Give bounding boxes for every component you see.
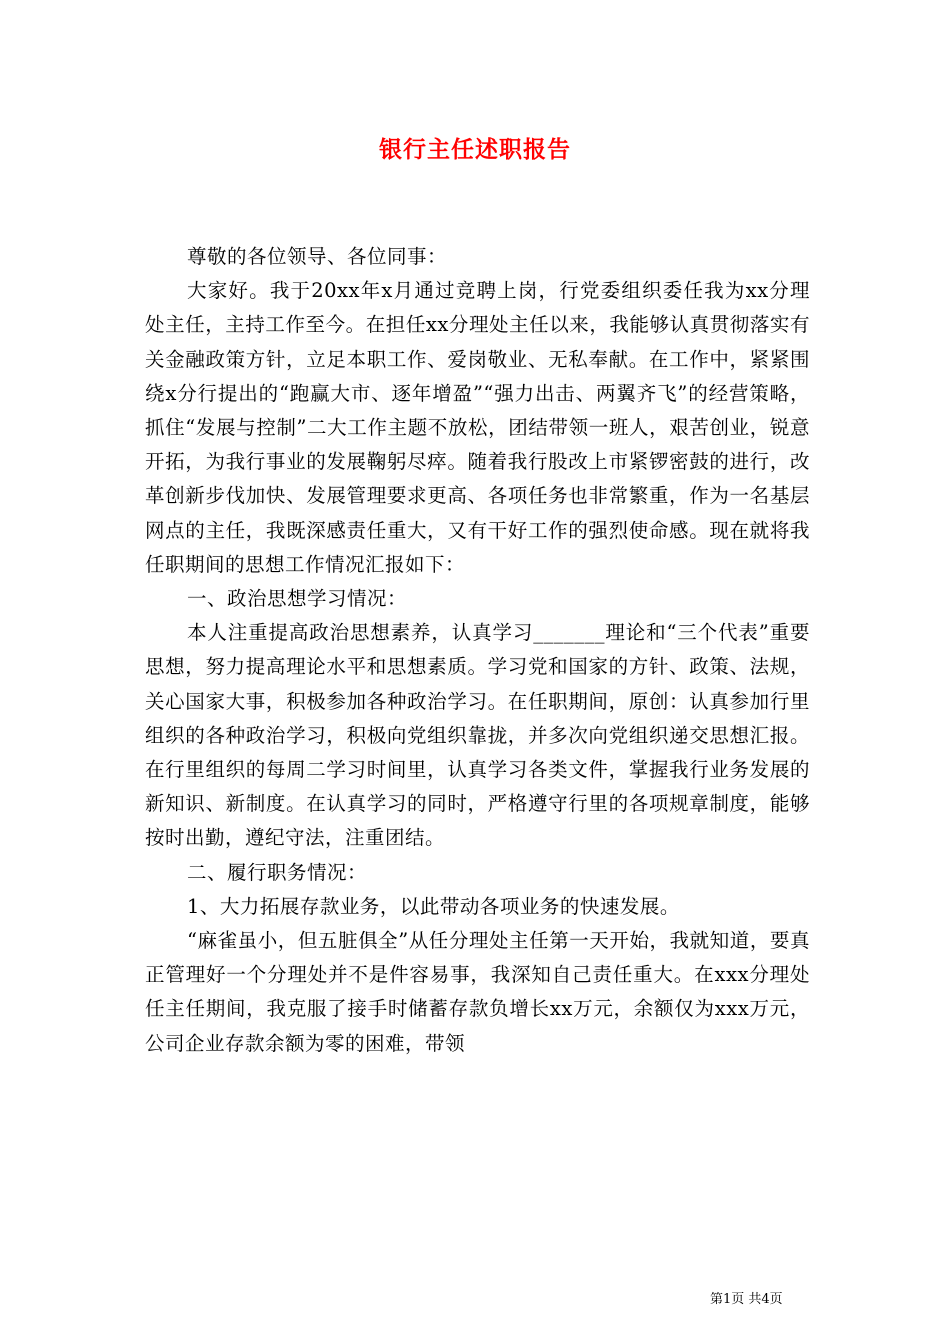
paragraph-political: 本人注重提高政治思想素养，认真学习_______理论和“三个代表”重要思想，努力提高理论水平和思想素质。学习党和国家的方针、政策、法规，关心国家大事，积极参加各种政治学习。在任职期间，原创：认真参加行里组织的各种政治学习，积极向党组织靠拢，并多次向党组织递交思想汇报。在行里组织的每周二学习时间里，认真学习各类文件，掌握我行业务发展的新知识、新制度。在认真学习的同时，严格遵守行里的各项规章制度，能够按时出勤，遵纪守法，注重团结。 bbox=[145, 621, 810, 850]
paragraph-deposits: “麻雀虽小，但五脏俱全”从任分理处主任第一天开始，我就知道，要真正管理好一个分理处并不是件容易事，我深知自己责任重大。在xxx分理处任主任期间，我克服了接手时储蓄存款负增长xx万元，余额仅为xxx万元，公司企业存款余额为零的困难，带领 bbox=[145, 929, 810, 1055]
subheading-deposits: 1、大力拓展存款业务，以此带动各项业务的快速发展。 bbox=[187, 894, 680, 918]
page-footer: 第1页 共4页 bbox=[710, 1292, 783, 1307]
paragraph-intro: 大家好。我于20xx年x月通过竞聘上岗，行党委组织委任我为xx分理处主任，主持工作至今。在担任xx分理处主任以来，我能够认真贯彻落实有关金融政策方针，立足本职工作、爱岗敬业、无私奉献。在工作中，紧紧围绕x分行提出的“跑赢大市、逐年增盈”“强力出击、两翼齐飞”的经营策略，抓住“发展与控制”二大工作主题不放松，团结带领一班人，艰苦创业，锐意开拓，为我行事业的发展鞠躬尽瘁。随着我行股改上市紧锣密鼓的进行，改革创新步伐加快、发展管理要求更高、各项任务也非常繁重，作为一名基层网点的主任，我既深感责任重大，又有干好工作的强烈使命感。现在就将我任职期间的思想工作情况汇报如下： bbox=[145, 279, 810, 576]
section-heading-duties: 二、履行职务情况： bbox=[187, 860, 368, 884]
section-heading-political: 一、政治思想学习情况： bbox=[187, 587, 408, 611]
document-body bbox=[145, 240, 810, 1061]
salutation: 尊敬的各位领导、各位同事： bbox=[187, 245, 448, 268]
page-title: 银行主任述职报告 bbox=[379, 136, 571, 163]
